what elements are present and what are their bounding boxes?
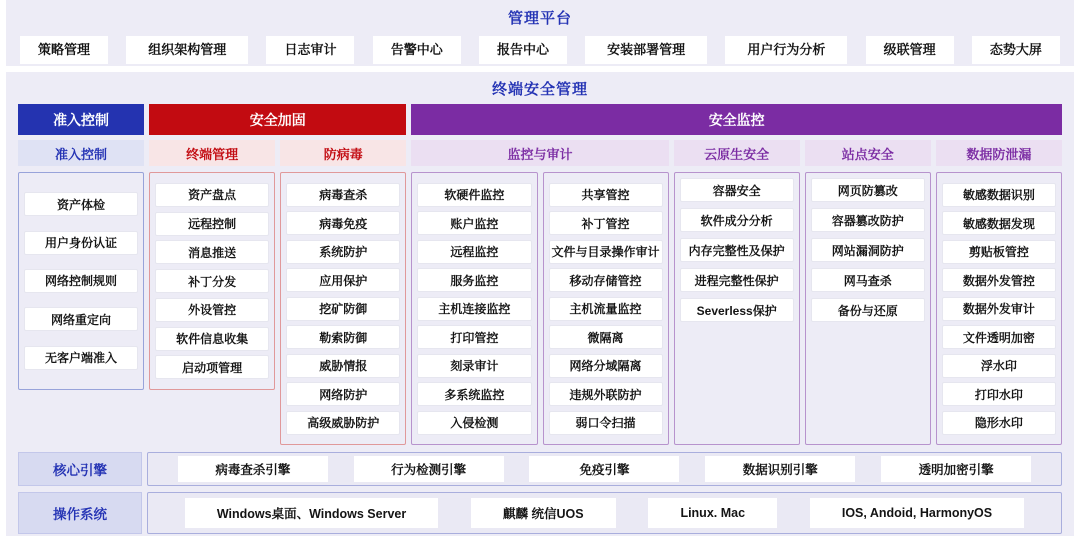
item-chip[interactable]: 账户监控 bbox=[417, 211, 531, 235]
item-chip[interactable]: 主机连接监控 bbox=[417, 297, 531, 321]
column-box-site-security bbox=[805, 172, 931, 445]
item-chip[interactable]: 容器安全 bbox=[680, 178, 794, 202]
menu-button-1[interactable]: 组织架构管理 bbox=[126, 36, 248, 64]
group-bar: 安全加固 bbox=[149, 104, 406, 135]
column-box-access-control bbox=[18, 172, 144, 390]
menu-button-6[interactable]: 用户行为分析 bbox=[725, 36, 847, 64]
engine-chip: 透明加密引擎 bbox=[881, 456, 1031, 482]
core-engines-label: 核心引擎 bbox=[18, 452, 142, 486]
capability-columns bbox=[18, 172, 1062, 445]
platform-title: 管理平台 bbox=[507, 10, 572, 27]
column-subheader: 云原生安全 bbox=[674, 140, 800, 166]
item-chip[interactable]: 打印水印 bbox=[942, 382, 1056, 406]
group-bar: 准入控制 bbox=[18, 104, 144, 135]
os-chip: IOS, Andoid, HarmonyOS bbox=[810, 498, 1024, 528]
item-chip[interactable]: 主机流量监控 bbox=[549, 297, 663, 321]
item-chip[interactable]: 外设管控 bbox=[155, 298, 269, 322]
item-chip[interactable]: 剪贴板管控 bbox=[942, 240, 1056, 264]
menu-button-8[interactable]: 态势大屏 bbox=[972, 36, 1060, 64]
engine-chip: 病毒查杀引擎 bbox=[178, 456, 328, 482]
item-chip[interactable]: 容器篡改防护 bbox=[811, 208, 925, 232]
menu-button-3[interactable]: 告警中心 bbox=[373, 36, 461, 64]
column-box-cloud-native-security bbox=[674, 172, 800, 445]
column-box-monitor-audit-2 bbox=[543, 172, 669, 445]
item-chip[interactable]: 高级威胁防护 bbox=[286, 411, 400, 435]
menu-button-7[interactable]: 级联管理 bbox=[866, 36, 954, 64]
item-chip[interactable]: 网页防篡改 bbox=[811, 178, 925, 202]
item-chip[interactable]: 多系统监控 bbox=[417, 382, 531, 406]
engine-chip: 数据识别引擎 bbox=[705, 456, 855, 482]
item-chip[interactable]: 启动项管理 bbox=[155, 355, 269, 379]
item-chip[interactable]: 远程监控 bbox=[417, 240, 531, 264]
item-chip[interactable]: 网络控制规则 bbox=[24, 269, 138, 293]
menu-button-5[interactable]: 安装部署管理 bbox=[585, 36, 707, 64]
item-chip[interactable]: 备份与还原 bbox=[811, 298, 925, 322]
item-chip[interactable]: 补丁分发 bbox=[155, 269, 269, 293]
item-chip[interactable]: 软件成分分析 bbox=[680, 208, 794, 232]
item-chip[interactable]: 应用保护 bbox=[286, 268, 400, 292]
item-chip[interactable]: 网络分域隔离 bbox=[549, 354, 663, 378]
item-chip[interactable]: 打印管控 bbox=[417, 325, 531, 349]
item-chip[interactable]: 用户身份认证 bbox=[24, 231, 138, 255]
os-chip: Linux. Mac bbox=[648, 498, 777, 528]
item-chip[interactable]: 远程控制 bbox=[155, 212, 269, 236]
group-bar: 安全监控 bbox=[411, 104, 1062, 135]
item-chip[interactable]: 无客户端准入 bbox=[24, 346, 138, 370]
management-platform-panel bbox=[6, 0, 1074, 66]
item-chip[interactable]: 软件信息收集 bbox=[155, 327, 269, 351]
item-chip[interactable]: 移动存储管控 bbox=[549, 268, 663, 292]
item-chip[interactable]: 文件与目录操作审计 bbox=[549, 240, 663, 264]
platform-menu bbox=[6, 36, 1074, 64]
column-subheader: 站点安全 bbox=[805, 140, 931, 166]
menu-button-2[interactable]: 日志审计 bbox=[266, 36, 354, 64]
column-subheader: 终端管理 bbox=[149, 140, 275, 166]
item-chip[interactable]: 勒索防御 bbox=[286, 325, 400, 349]
operating-systems-list bbox=[147, 492, 1062, 534]
column-box-terminal-management bbox=[149, 172, 275, 390]
item-chip[interactable]: 共享管控 bbox=[549, 183, 663, 207]
core-engines-list bbox=[147, 452, 1062, 486]
item-chip[interactable]: 入侵检测 bbox=[417, 411, 531, 435]
column-box-monitor-audit-1 bbox=[411, 172, 537, 445]
item-chip[interactable]: 病毒查杀 bbox=[286, 183, 400, 207]
item-chip[interactable]: 资产盘点 bbox=[155, 183, 269, 207]
engine-chip: 行为检测引擎 bbox=[354, 456, 504, 482]
item-chip[interactable]: 网站漏洞防护 bbox=[811, 238, 925, 262]
item-chip[interactable]: 进程完整性保护 bbox=[680, 268, 794, 292]
item-chip[interactable]: 软硬件监控 bbox=[417, 183, 531, 207]
item-chip[interactable]: 敏感数据发现 bbox=[942, 211, 1056, 235]
item-chip[interactable]: 威胁情报 bbox=[286, 354, 400, 378]
item-chip[interactable]: 系统防护 bbox=[286, 240, 400, 264]
item-chip[interactable]: 补丁管控 bbox=[549, 211, 663, 235]
item-chip[interactable]: 挖矿防御 bbox=[286, 297, 400, 321]
column-box-anti-virus bbox=[280, 172, 406, 445]
os-chip: Windows桌面、Windows Server bbox=[185, 498, 438, 528]
item-chip[interactable]: 资产体检 bbox=[24, 192, 138, 216]
item-chip[interactable]: 数据外发管控 bbox=[942, 268, 1056, 292]
group-header-row bbox=[18, 104, 1062, 135]
item-chip[interactable]: 敏感数据识别 bbox=[942, 183, 1056, 207]
menu-button-0[interactable]: 策略管理 bbox=[20, 36, 108, 64]
item-chip[interactable]: Severless保护 bbox=[680, 298, 794, 322]
item-chip[interactable]: 网马查杀 bbox=[811, 268, 925, 292]
column-subheader: 防病毒 bbox=[280, 140, 406, 166]
operating-systems-label: 操作系统 bbox=[18, 492, 142, 534]
item-chip[interactable]: 隐形水印 bbox=[942, 411, 1056, 435]
subheader-row bbox=[18, 140, 1062, 166]
operating-systems-row bbox=[18, 492, 1062, 534]
engine-chip: 免疫引擎 bbox=[529, 456, 679, 482]
os-chip: 麒麟 统信UOS bbox=[471, 498, 616, 528]
column-subheader: 监控与审计 bbox=[411, 140, 668, 166]
item-chip[interactable]: 服务监控 bbox=[417, 268, 531, 292]
menu-button-4[interactable]: 报告中心 bbox=[479, 36, 567, 64]
item-chip[interactable]: 网络重定向 bbox=[24, 307, 138, 331]
item-chip[interactable]: 数据外发审计 bbox=[942, 297, 1056, 321]
item-chip[interactable]: 文件透明加密 bbox=[942, 325, 1056, 349]
item-chip[interactable]: 浮水印 bbox=[942, 354, 1056, 378]
item-chip[interactable]: 刻录审计 bbox=[417, 354, 531, 378]
item-chip[interactable]: 网络防护 bbox=[286, 382, 400, 406]
column-subheader: 准入控制 bbox=[18, 140, 144, 166]
terminal-security-title: 终端安全管理 bbox=[491, 81, 588, 98]
column-subheader: 数据防泄漏 bbox=[936, 140, 1062, 166]
item-chip[interactable]: 弱口令扫描 bbox=[549, 411, 663, 435]
terminal-security-panel bbox=[6, 72, 1074, 536]
item-chip[interactable]: 微隔离 bbox=[549, 325, 663, 349]
item-chip[interactable]: 违规外联防护 bbox=[549, 382, 663, 406]
item-chip[interactable]: 病毒免疫 bbox=[286, 211, 400, 235]
item-chip[interactable]: 内存完整性及保护 bbox=[680, 238, 794, 262]
column-box-data-leak-prevention bbox=[936, 172, 1062, 445]
item-chip[interactable]: 消息推送 bbox=[155, 240, 269, 264]
core-engines-row bbox=[18, 452, 1062, 486]
